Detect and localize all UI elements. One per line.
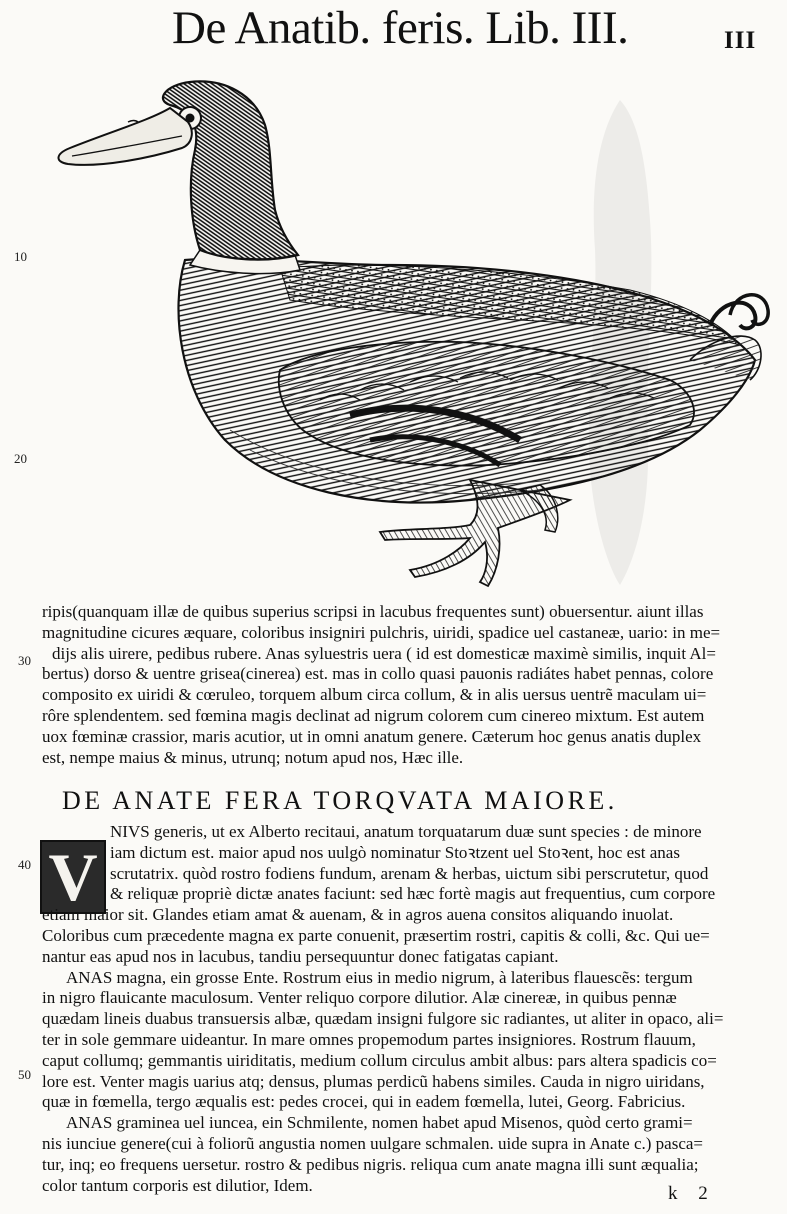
- body-text-section-2: [42, 822, 787, 1196]
- wild-duck-woodcut-illustration: [50, 70, 770, 595]
- text-line: lore est. Venter magis uarius atq; densus, plumas perdicũ habens similes. Cauda in nigro uiridans,: [42, 1071, 705, 1091]
- text-line: rôre splendentem. sed fœmina magis declinat ad nigrum colorem cum cinereo mixtum. Est autem: [42, 705, 705, 725]
- text-line: ripis(quanquam illæ de quibus superius scripsi in lacubus frequentes sunt) obuersentur. aiunt illas: [42, 602, 704, 621]
- text-line: ANAS graminea uel iuncea, ein Schmilente, nomen habet apud Misenos, quòd certo grami=: [66, 1113, 693, 1133]
- text-line: uox fœminæ crassior, maris acutior, ut in omni anatum genere. Cæterum hoc genus anatis duplex: [42, 726, 702, 746]
- text-line: caput collumq; gemmantis uiriditatis, medium collum circulus ambit albus: pars altera spadicis co=: [42, 1050, 717, 1070]
- body-text-section-1: [42, 602, 787, 768]
- folio-number: III: [724, 27, 757, 54]
- margin-line-number: 40: [18, 857, 31, 872]
- text-line: ANAS magna, ein grosse Ente. Rostrum eius in medio nigrum, à lateribus flauescẽs: tergum: [66, 967, 693, 987]
- text-line: & reliquæ propriè dictæ anates faciunt: sed hæc fortè magis aut frequentius, cum corpore: [110, 884, 716, 904]
- text-line: tur, inq; eo frequens uersetur. rostro & pedibus nigris. reliqua cum anate magna illi sunt æqualia;: [42, 1154, 699, 1174]
- section-heading: DE ANATE FERA TORQVATA MAIORE.: [62, 786, 618, 815]
- text-line: magnitudine cicures æquare, coloribus insigniri pulchris, uiridi, spadice uel castaneæ, uario: in me=: [42, 622, 721, 642]
- text-line: nis iunciue genere(cui à foliorũ angustia nomen uulgare schmalen. uide supra in Anate c.) pasca=: [42, 1133, 704, 1153]
- text-line: nantur eas apud nos in lacubus, tandiu persequuntur donec fatigatas capiant.: [42, 946, 559, 966]
- margin-line-number: 10: [14, 249, 27, 264]
- margin-line-number: 50: [18, 1067, 31, 1082]
- signature-mark: k 2: [668, 1183, 716, 1204]
- text-line: color tantum corporis est dilutior, Idem.: [42, 1175, 313, 1195]
- text-line: bertus) dorso & uentre grisea(cinerea) est. mas in collo quasi pauonis radiátes habet pennas, colore: [42, 664, 714, 684]
- margin-line-number: 20: [14, 451, 27, 466]
- margin-line-number: 30: [18, 653, 31, 668]
- text-line: in nigro flauicante maculosum. Venter reliquo corpore dilutior. Alæ cinereæ, in quibus pennæ: [42, 988, 677, 1008]
- text-line: etiam maior sit. Glandes etiam amat & auenam, & in agros auena consitos aliquando inuolat.: [42, 905, 674, 925]
- decorated-initial-letter: V: [40, 840, 106, 914]
- text-line: dijs alis uirere, pedibus rubere. Anas syluestris uera ( id est domesticæ maximè similis, inquit Al=: [52, 643, 716, 663]
- text-line: NIVS generis, ut ex Alberto recitaui, anatum torquatarum duæ sunt species : de minore: [110, 822, 702, 841]
- text-line: quæ in fœmella, tergo æqualis est: pedes crocei, qui in eadem fœmella, lutei, Georg. Fabricius.: [42, 1092, 686, 1112]
- text-line: Coloribus cum præcedente magna ex parte conuenit, præsertim rostri, capitis & colli, &c. Qui ue=: [42, 925, 710, 945]
- text-line: est, nempe maius & minus, utrunq; notum apud nos, Hæc ille.: [42, 747, 464, 767]
- text-line: ter in sole gemmare uideantur. In mare omnes propemodum partes insigniores. Rostrum flauum,: [42, 1029, 696, 1049]
- text-line: quædam lineis duabus transuersis albæ, quædam insigni fulgore sic radiantes, ut aliter in opaco, ali=: [42, 1009, 724, 1029]
- page-title: De Anatib. feris. Lib. III.: [172, 2, 629, 54]
- text-line: composito ex uiridi & cœruleo, torquem album circa collum, & in alis uersus uentrẽ maculam ui=: [42, 685, 707, 705]
- text-line: iam dictum est. maior apud nos uulgò nominatur Stoꝛtzent uel Stoꝛent, hoc est anas: [110, 842, 680, 862]
- text-line: scrutatrix. quòd rostro fodiens fundum, arenam & herbas, uictum sibi perscrutetur, quod: [110, 863, 709, 883]
